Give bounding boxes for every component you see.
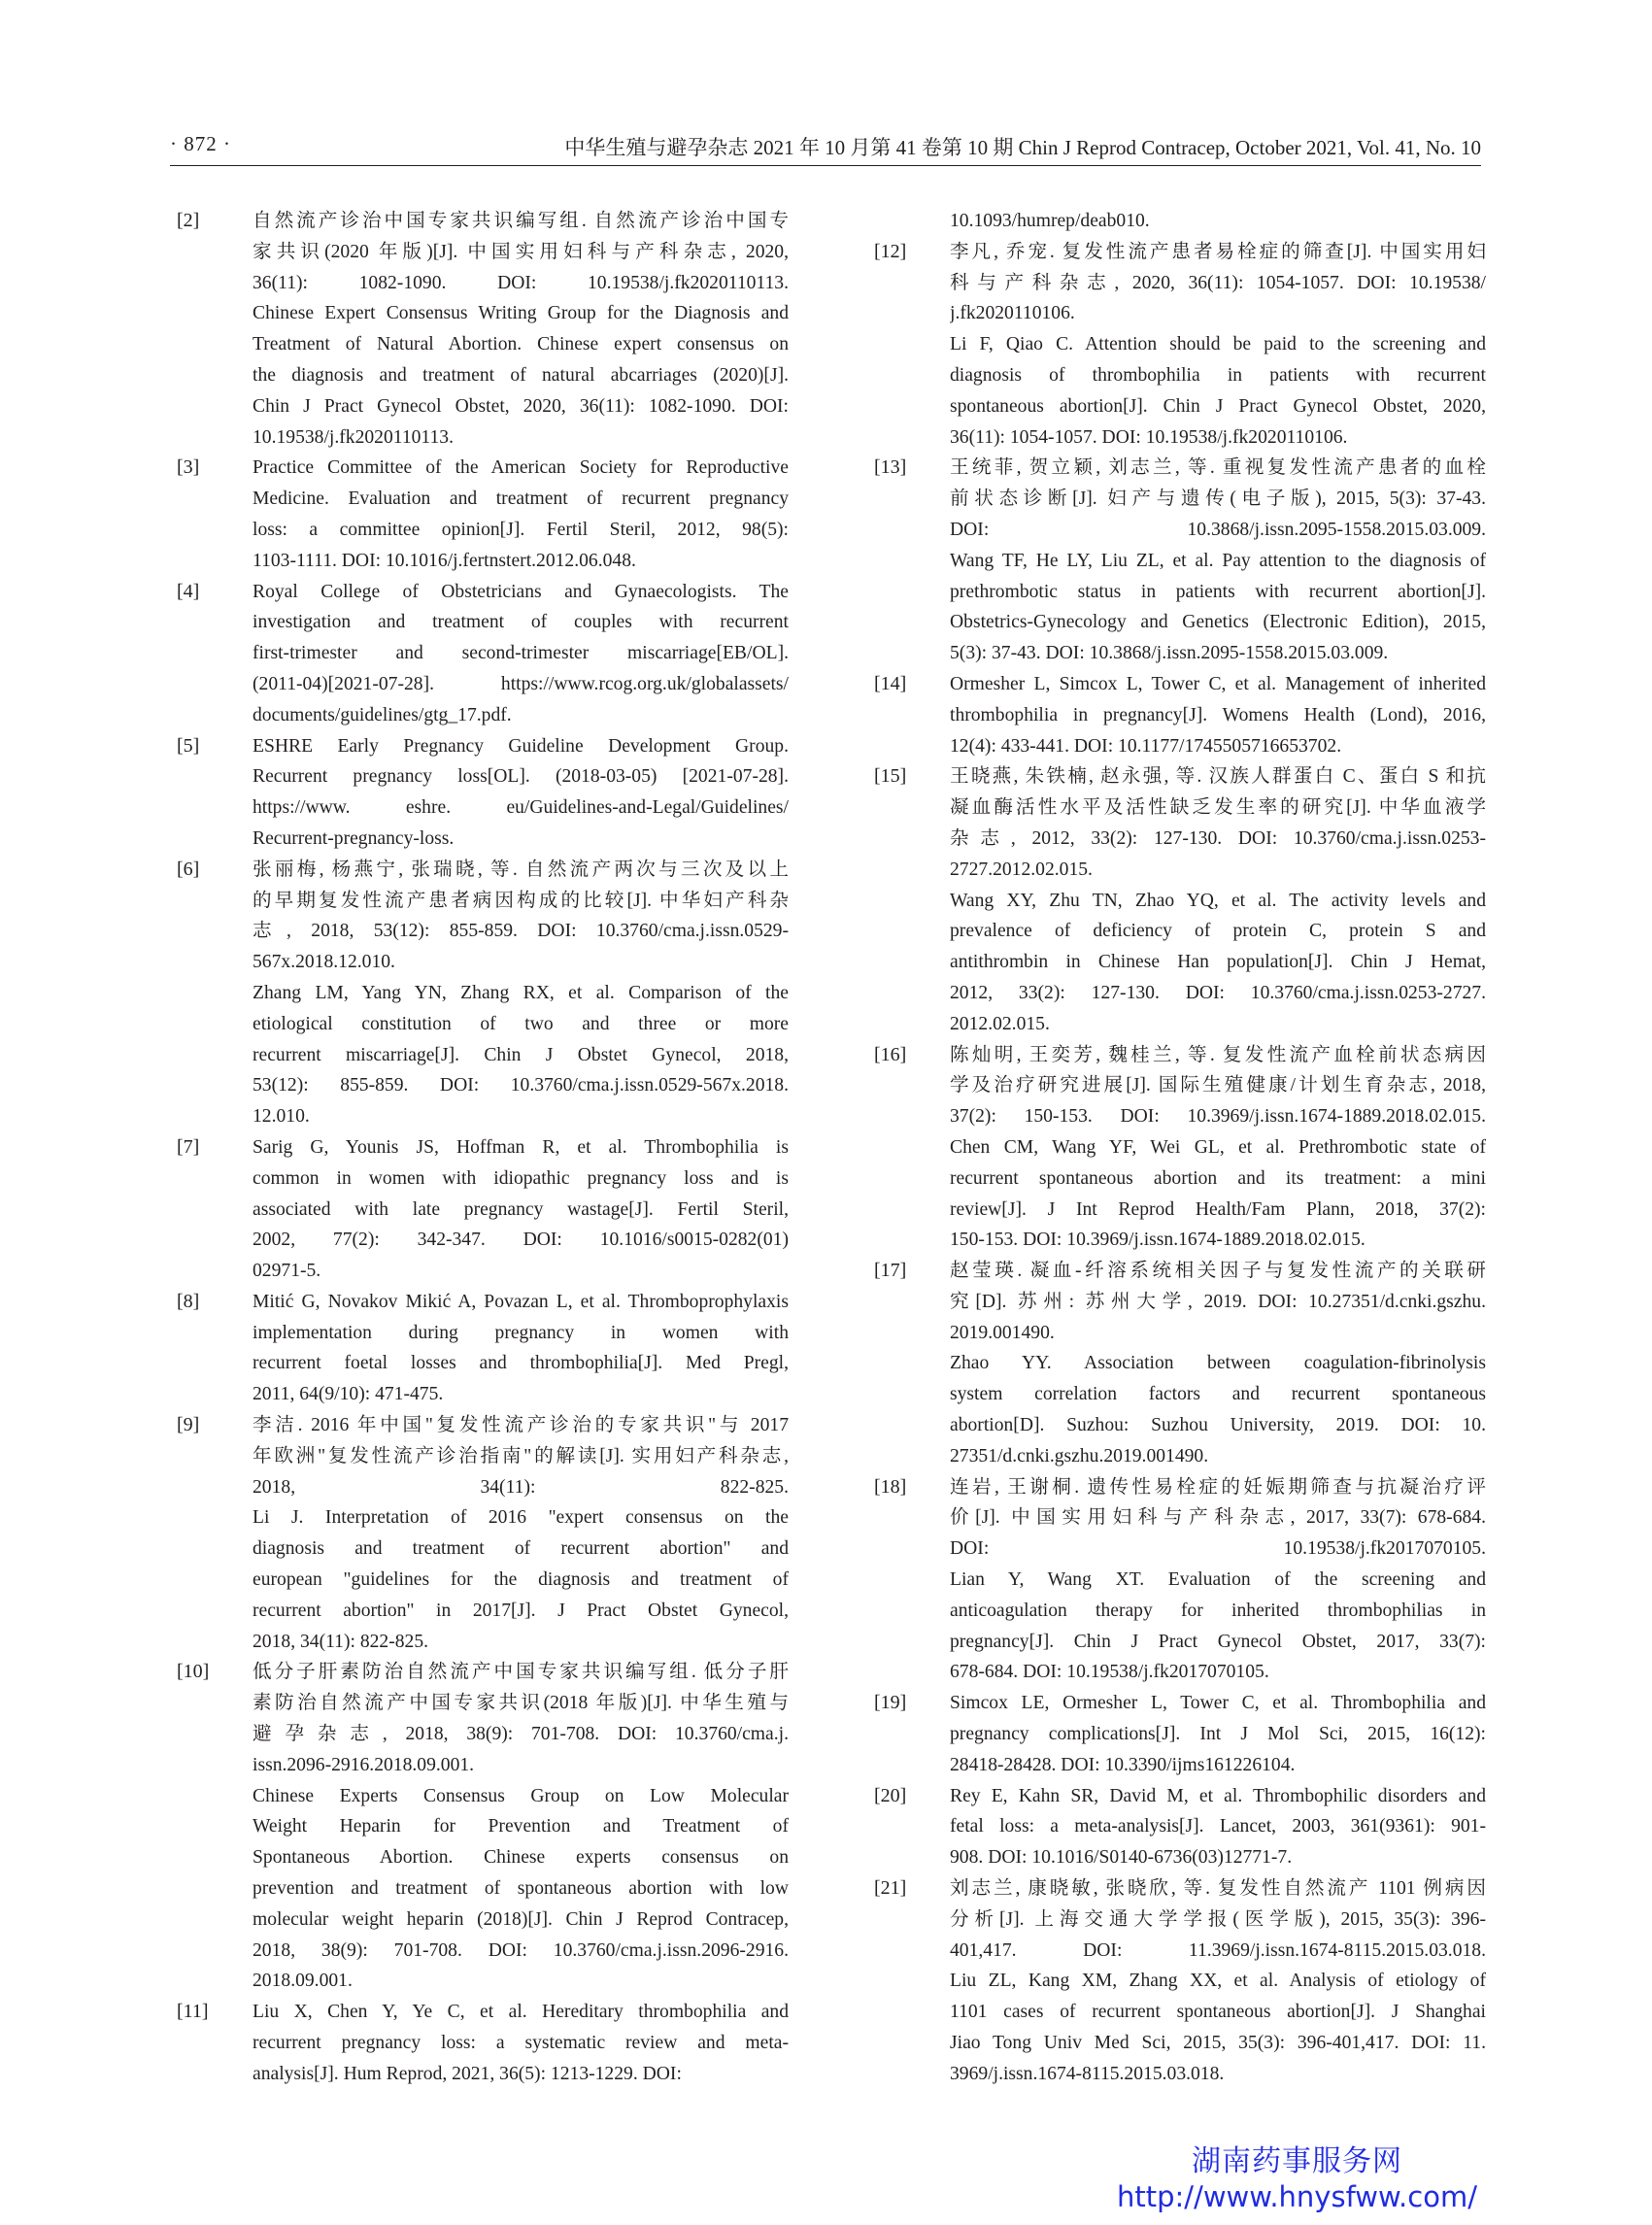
reference-text	[253, 453, 789, 576]
reference-line: spontaneous abortion[J]. Chin J Pract Gynecol Obstet, 2020,	[950, 395, 1486, 417]
reference-number: [10]	[177, 1661, 210, 1683]
reference-line: ESHRE Early Pregnancy Guideline Development Group.	[253, 735, 789, 757]
reference-line: 12.010.	[253, 1106, 310, 1128]
reference-line: system correlation factors and recurrent spontaneous	[950, 1384, 1486, 1405]
reference-entry	[177, 855, 789, 1132]
reference-line: Simcox LE, Ormesher L, Tower C, et al. Thrombophilia and	[950, 1693, 1486, 1714]
reference-line: (2011-04)[2021-07-28]. https://www.rcog.org.uk/globalassets/	[253, 673, 789, 694]
reference-line: 陈灿明, 王奕芳, 魏桂兰, 等. 复发性流产血栓前状态病因	[950, 1044, 1486, 1065]
reference-column-left	[177, 206, 789, 2090]
reference-line: abortion[D]. Suzhou: Suzhou University, 2019. DOI: 10.	[950, 1415, 1486, 1436]
reference-entry	[177, 453, 789, 576]
reference-line: prevalence of deficiency of protein C, protein S and	[950, 921, 1486, 942]
reference-number: [14]	[874, 672, 907, 694]
reference-line: Chin J Pract Gynecol Obstet, 2020, 36(11): 1082-1090. DOI:	[253, 395, 789, 417]
reference-line: DOI: 10.3868/j.issn.2095-1558.2015.03.009.	[950, 519, 1486, 540]
reference-line: https://www. eshre. eu/Guidelines-and-Legal/Guidelines/	[253, 797, 789, 819]
reference-line: 学及治疗研究进展[J]. 国际生殖健康/计划生育杂志, 2018,	[950, 1075, 1486, 1096]
reference-line: common in women with idiopathic pregnancy loss and is	[253, 1167, 789, 1189]
reference-line: 李洁. 2016 年中国"复发性流产诊治的专家共识"与 2017	[253, 1415, 789, 1436]
reference-text	[950, 1688, 1486, 1780]
reference-line: Recurrent-pregnancy-loss.	[253, 827, 455, 849]
reference-line: 低分子肝素防治自然流产中国专家共识编写组. 低分子肝	[253, 1662, 789, 1683]
reference-entry	[177, 1132, 789, 1287]
reference-line: antithrombin in Chinese Han population[J]. Chin J Hemat,	[950, 952, 1486, 973]
reference-line: 价[J]. 中国实用妇科与产科杂志, 2017, 33(7): 678-684.	[950, 1507, 1486, 1529]
reference-line: Ormesher L, Simcox L, Tower C, et al. Management of inherited	[950, 673, 1486, 694]
reference-text	[253, 1410, 789, 1657]
reference-line: 10.19538/j.fk2020110113.	[253, 426, 454, 448]
reference-entry	[874, 1472, 1486, 1689]
reference-number: [3]	[177, 456, 200, 479]
reference-line: Royal College of Obstetricians and Gynaecologists. The	[253, 581, 789, 602]
reference-text	[253, 206, 789, 453]
reference-column-right	[874, 206, 1486, 2090]
reference-line: 12(4): 433-441. DOI: 10.1177/1745505716653702.	[950, 735, 1342, 757]
reference-text	[253, 1657, 789, 1997]
reference-line: 刘志兰, 康晓敏, 张晓欣, 等. 复发性自然流产 1101 例病因	[950, 1878, 1486, 1900]
reference-entry	[177, 1657, 789, 1997]
reference-number: [7]	[177, 1135, 200, 1158]
reference-line: Zhao YY. Association between coagulation-fibrinolysis	[950, 1353, 1486, 1374]
reference-line: 150-153. DOI: 10.3969/j.issn.1674-1889.2018.02.015.	[950, 1230, 1365, 1251]
reference-line: Lian Y, Wang XT. Evaluation of the screening and	[950, 1569, 1486, 1591]
reference-line: 2012.02.015.	[950, 1013, 1050, 1034]
reference-text	[950, 453, 1486, 669]
reference-entry	[874, 206, 1486, 237]
reference-line: 02971-5.	[253, 1261, 321, 1282]
reference-line: first-trimester and second-trimester miscarriage[EB/OL].	[253, 643, 789, 664]
reference-entry	[177, 206, 789, 453]
reference-line: 自然流产诊治中国专家共识编写组. 自然流产诊治中国专	[253, 211, 789, 231]
reference-text	[253, 855, 789, 1132]
reference-text	[950, 669, 1486, 761]
running-header	[170, 132, 1481, 166]
reference-line: 2012, 33(2): 127-130. DOI: 10.3760/cma.j.issn.0253-2727.	[950, 982, 1486, 1003]
reference-entry	[874, 1040, 1486, 1257]
reference-line: 36(11): 1054-1057. DOI: 10.19538/j.fk2020110106.	[950, 426, 1348, 448]
reference-line: etiological constitution of two and three or more	[253, 1013, 789, 1034]
reference-line: fetal loss: a meta-analysis[J]. Lancet, 2003, 361(9361): 901-	[950, 1816, 1486, 1837]
reference-number: [8]	[177, 1290, 200, 1312]
reference-line: Chinese Experts Consensus Group on Low Molecular	[253, 1785, 789, 1806]
reference-line: Obstetrics-Gynecology and Genetics (Electronic Edition), 2015,	[950, 612, 1486, 633]
reference-number: [11]	[177, 2001, 209, 2023]
watermark-url[interactable]: http://www.hnysfww.com/	[1117, 2180, 1477, 2213]
reference-line: 分析[J]. 上海交通大学学报(医学版), 2015, 35(3): 396-	[950, 1908, 1486, 1930]
reference-number: [6]	[177, 858, 200, 880]
reference-line: issn.2096-2916.2018.09.001.	[253, 1754, 475, 1775]
reference-entry	[874, 761, 1486, 1039]
reference-line: 3969/j.issn.1674-8115.2015.03.018.	[950, 2063, 1225, 2084]
reference-entry	[874, 1781, 1486, 1873]
reference-line: associated with late pregnancy wastage[J]. Fertil Steril,	[253, 1198, 789, 1220]
reference-line: implementation during pregnancy in women with	[253, 1322, 789, 1343]
reference-line: recurrent foetal losses and thrombophilia[J]. Med Pregl,	[253, 1353, 789, 1374]
reference-line: Medicine. Evaluation and treatment of recurrent pregnancy	[253, 489, 789, 510]
reference-line: diagnosis and treatment of recurrent abortion" and	[253, 1538, 789, 1560]
reference-line: Practice Committee of the American Society for Reproductive	[253, 457, 789, 479]
reference-number: [17]	[874, 1260, 907, 1282]
reference-text	[950, 1040, 1486, 1257]
reference-line: 李凡, 乔宠. 复发性流产患者易栓症的筛查[J]. 中国实用妇	[950, 241, 1486, 262]
reference-text	[253, 731, 789, 855]
reference-number: [12]	[874, 240, 907, 262]
reference-entry	[177, 731, 789, 855]
reference-line: Li J. Interpretation of 2016 "expert consensus on the	[253, 1507, 789, 1529]
reference-number: [9]	[177, 1414, 200, 1436]
reference-line: 杂志, 2012, 33(2): 127-130. DOI: 10.3760/cma.j.issn.0253-	[950, 827, 1486, 849]
reference-text	[253, 1287, 789, 1410]
reference-line: recurrent pregnancy loss: a systematic review and meta-	[253, 2033, 789, 2054]
reference-line: loss: a committee opinion[J]. Fertil Steril, 2012, 98(5):	[253, 519, 789, 540]
reference-line: 28418-28428. DOI: 10.3390/ijms161226104.	[950, 1754, 1296, 1775]
reference-line: Spontaneous Abortion. Chinese experts consensus on	[253, 1847, 789, 1869]
reference-line: Jiao Tong Univ Med Sci, 2015, 35(3): 396-401,417. DOI: 11.	[950, 2033, 1486, 2054]
reference-line: 前状态诊断[J]. 妇产与遗传(电子版), 2015, 5(3): 37-43.	[950, 489, 1486, 510]
reference-line: 53(12): 855-859. DOI: 10.3760/cma.j.issn.0529-567x.2018.	[253, 1075, 789, 1096]
reference-line: 王晓燕, 朱铁楠, 赵永强, 等. 汉族人群蛋白 C、蛋白 S 和抗	[950, 766, 1486, 788]
reference-line: Liu X, Chen Y, Ye C, et al. Hereditary thrombophilia and	[253, 2002, 789, 2023]
reference-line: 37(2): 150-153. DOI: 10.3969/j.issn.1674-1889.2018.02.015.	[950, 1106, 1486, 1128]
reference-entry	[177, 1287, 789, 1410]
reference-text	[950, 206, 1486, 237]
reference-number: [21]	[874, 1877, 907, 1900]
reference-entry	[874, 669, 1486, 761]
reference-line: 5(3): 37-43. DOI: 10.3868/j.issn.2095-1558.2015.03.009.	[950, 643, 1389, 664]
reference-line: 678-684. DOI: 10.19538/j.fk2017070105.	[950, 1662, 1269, 1683]
reference-line: recurrent miscarriage[J]. Chin J Obstet Gynecol, 2018,	[253, 1044, 789, 1065]
reference-line: 2018, 38(9): 701-708. DOI: 10.3760/cma.j.issn.2096-2916.	[253, 1939, 789, 1961]
reference-number: [16]	[874, 1043, 907, 1065]
reference-line: 连岩, 王谢桐. 遗传性易栓症的妊娠期筛查与抗凝治疗评	[950, 1476, 1486, 1498]
watermark	[1117, 2144, 1477, 2214]
reference-line: diagnosis of thrombophilia in patients with recurrent	[950, 364, 1486, 386]
reference-line: 王统菲, 贺立颖, 刘志兰, 等. 重视复发性流产患者的血栓	[950, 457, 1486, 479]
journal-citation-line: 中华生殖与避孕杂志 2021 年 10 月第 41 卷第 10 期 Chin J Reprod Contracep, October 2021, Vol. 41, No. 10	[564, 136, 1481, 159]
reference-number: [15]	[874, 765, 907, 788]
reference-line: investigation and treatment of couples with recurrent	[253, 612, 789, 633]
reference-line: european "guidelines for the diagnosis and treatment of	[253, 1569, 789, 1591]
reference-line: Chen CM, Wang YF, Wei GL, et al. Prethrombotic state of	[950, 1136, 1486, 1158]
reference-entry	[874, 237, 1486, 454]
reference-line: anticoagulation therapy for inherited thrombophilias in	[950, 1600, 1486, 1621]
reference-number: [19]	[874, 1692, 907, 1714]
page-number: · 872 ·	[170, 132, 231, 155]
reference-line: 36(11): 1082-1090. DOI: 10.19538/j.fk2020110113.	[253, 272, 789, 293]
reference-line: thrombophilia in pregnancy[J]. Womens Health (Lond), 2016,	[950, 704, 1486, 725]
reference-line: 2002, 77(2): 342-347. DOI: 10.1016/s0015-0282(01)	[253, 1230, 789, 1251]
reference-line: Rey E, Kahn SR, David M, et al. Thrombophilic disorders and	[950, 1785, 1486, 1806]
reference-line: 张丽梅, 杨燕宁, 张瑞晓, 等. 自然流产两次与三次及以上	[253, 859, 789, 880]
reference-text	[253, 1997, 789, 2089]
reference-line: 志, 2018, 53(12): 855-859. DOI: 10.3760/cma.j.issn.0529-	[253, 921, 789, 942]
reference-line: 2727.2012.02.015.	[950, 859, 1093, 880]
reference-line: documents/guidelines/gtg_17.pdf.	[253, 704, 512, 725]
reference-entry	[874, 1873, 1486, 2090]
reference-line: 2018, 34(11): 822-825.	[253, 1631, 429, 1652]
reference-line: 567x.2018.12.010.	[253, 952, 395, 973]
reference-line: Chinese Expert Consensus Writing Group for the Diagnosis and	[253, 303, 789, 324]
reference-line: 10.1093/humrep/deab010.	[950, 211, 1150, 231]
reference-line: pregnancy complications[J]. Int J Mol Sci, 2015, 16(12):	[950, 1724, 1486, 1745]
reference-line: 27351/d.cnki.gszhu.2019.001490.	[950, 1445, 1209, 1466]
reference-number: [18]	[874, 1475, 907, 1498]
reference-line: Zhang LM, Yang YN, Zhang RX, et al. Comparison of the	[253, 982, 789, 1003]
reference-line: 2018.09.001.	[253, 1971, 353, 1992]
reference-line: the diagnosis and treatment of natural abcarriages (2020)[J].	[253, 364, 789, 386]
reference-line: 1103-1111. DOI: 10.1016/j.fertnstert.2012.06.048.	[253, 550, 636, 571]
reference-text	[950, 237, 1486, 454]
reference-line: 的早期复发性流产患者病因构成的比较[J]. 中华妇产科杂	[253, 890, 789, 911]
reference-line: j.fk2020110106.	[950, 303, 1075, 324]
watermark-site-name: 湖南药事服务网	[1191, 2144, 1402, 2178]
reference-line: Weight Heparin for Prevention and Treatment of	[253, 1816, 789, 1837]
reference-line: Wang XY, Zhu TN, Zhao YQ, et al. The activity levels and	[950, 890, 1486, 911]
reference-line: 2019.001490.	[950, 1322, 1055, 1343]
reference-number: [13]	[874, 456, 907, 479]
reference-text	[950, 761, 1486, 1039]
reference-line: review[J]. J Int Reprod Health/Fam Plann, 2018, 37(2):	[950, 1198, 1486, 1220]
reference-line: 1101 cases of recurrent spontaneous abortion[J]. J Shanghai	[950, 2002, 1486, 2023]
reference-entry	[177, 1410, 789, 1657]
reference-line: 家共识(2020 年版)[J]. 中国实用妇科与产科杂志, 2020,	[253, 241, 789, 262]
reference-text	[253, 1132, 789, 1287]
reference-line: pregnancy[J]. Chin J Pract Gynecol Obstet, 2017, 33(7):	[950, 1631, 1486, 1652]
reference-entry	[177, 577, 789, 731]
reference-entry	[177, 1997, 789, 2089]
reference-line: 年欧洲"复发性流产诊治指南"的解读[J]. 实用妇产科杂志,	[253, 1445, 789, 1466]
reference-line: recurrent spontaneous abortion and its treatment: a mini	[950, 1167, 1486, 1189]
reference-line: Wang TF, He LY, Liu ZL, et al. Pay attention to the diagnosis of	[950, 550, 1486, 571]
reference-line: 凝血酶活性水平及活性缺乏发生率的研究[J]. 中华血液学	[950, 797, 1486, 819]
reference-line: analysis[J]. Hum Reprod, 2021, 36(5): 1213-1229. DOI:	[253, 2063, 682, 2084]
reference-line: DOI: 10.19538/j.fk2017070105.	[950, 1538, 1486, 1560]
reference-line: Liu ZL, Kang XM, Zhang XX, et al. Analysis of etiology of	[950, 1971, 1486, 1992]
reference-text	[950, 1873, 1486, 2090]
reference-entry	[874, 453, 1486, 669]
reference-line: recurrent abortion" in 2017[J]. J Pract Obstet Gynecol,	[253, 1600, 789, 1621]
reference-number: [20]	[874, 1784, 907, 1806]
reference-number: [4]	[177, 580, 200, 602]
reference-line: Sarig G, Younis JS, Hoffman R, et al. Thrombophilia is	[253, 1136, 789, 1158]
reference-entry	[874, 1256, 1486, 1472]
reference-text	[253, 577, 789, 731]
reference-line: Li F, Qiao C. Attention should be paid to the screening and	[950, 334, 1486, 355]
reference-line: 2018, 34(11): 822-825.	[253, 1476, 789, 1498]
reference-line: molecular weight heparin (2018)[J]. Chin J Reprod Contracep,	[253, 1908, 789, 1930]
reference-line: 赵莹瑛. 凝血-纤溶系统相关因子与复发性流产的关联研	[950, 1261, 1486, 1282]
reference-line: Mitić G, Novakov Mikić A, Povazan L, et al. Thromboprophylaxis	[253, 1291, 789, 1312]
reference-line: prethrombotic status in patients with recurrent abortion[J].	[950, 581, 1486, 602]
reference-entry	[874, 1688, 1486, 1780]
reference-number: [2]	[177, 210, 200, 231]
reference-text	[950, 1781, 1486, 1873]
reference-line: 究[D]. 苏州: 苏州大学, 2019. DOI: 10.27351/d.cnki.gszhu.	[950, 1291, 1486, 1312]
reference-line: 素防治自然流产中国专家共识(2018 年版)[J]. 中华生殖与	[253, 1693, 789, 1714]
reference-text	[950, 1472, 1486, 1689]
reference-line: 908. DOI: 10.1016/S0140-6736(03)12771-7.	[950, 1847, 1293, 1869]
reference-line: prevention and treatment of spontaneous abortion with low	[253, 1878, 789, 1900]
reference-line: 2011, 64(9/10): 471-475.	[253, 1384, 444, 1405]
reference-line: 科与产科杂志, 2020, 36(11): 1054-1057. DOI: 10.19538/	[950, 272, 1486, 293]
reference-number: [5]	[177, 734, 200, 757]
reference-line: Recurrent pregnancy loss[OL]. (2018-03-05) [2021-07-28].	[253, 766, 789, 788]
reference-line: 401,417. DOI: 11.3969/j.issn.1674-8115.2015.03.018.	[950, 1939, 1486, 1961]
reference-number	[874, 206, 950, 237]
reference-line: Treatment of Natural Abortion. Chinese expert consensus on	[253, 334, 789, 355]
reference-text	[950, 1256, 1486, 1472]
reference-line: 避孕杂志, 2018, 38(9): 701-708. DOI: 10.3760/cma.j.	[253, 1724, 789, 1745]
